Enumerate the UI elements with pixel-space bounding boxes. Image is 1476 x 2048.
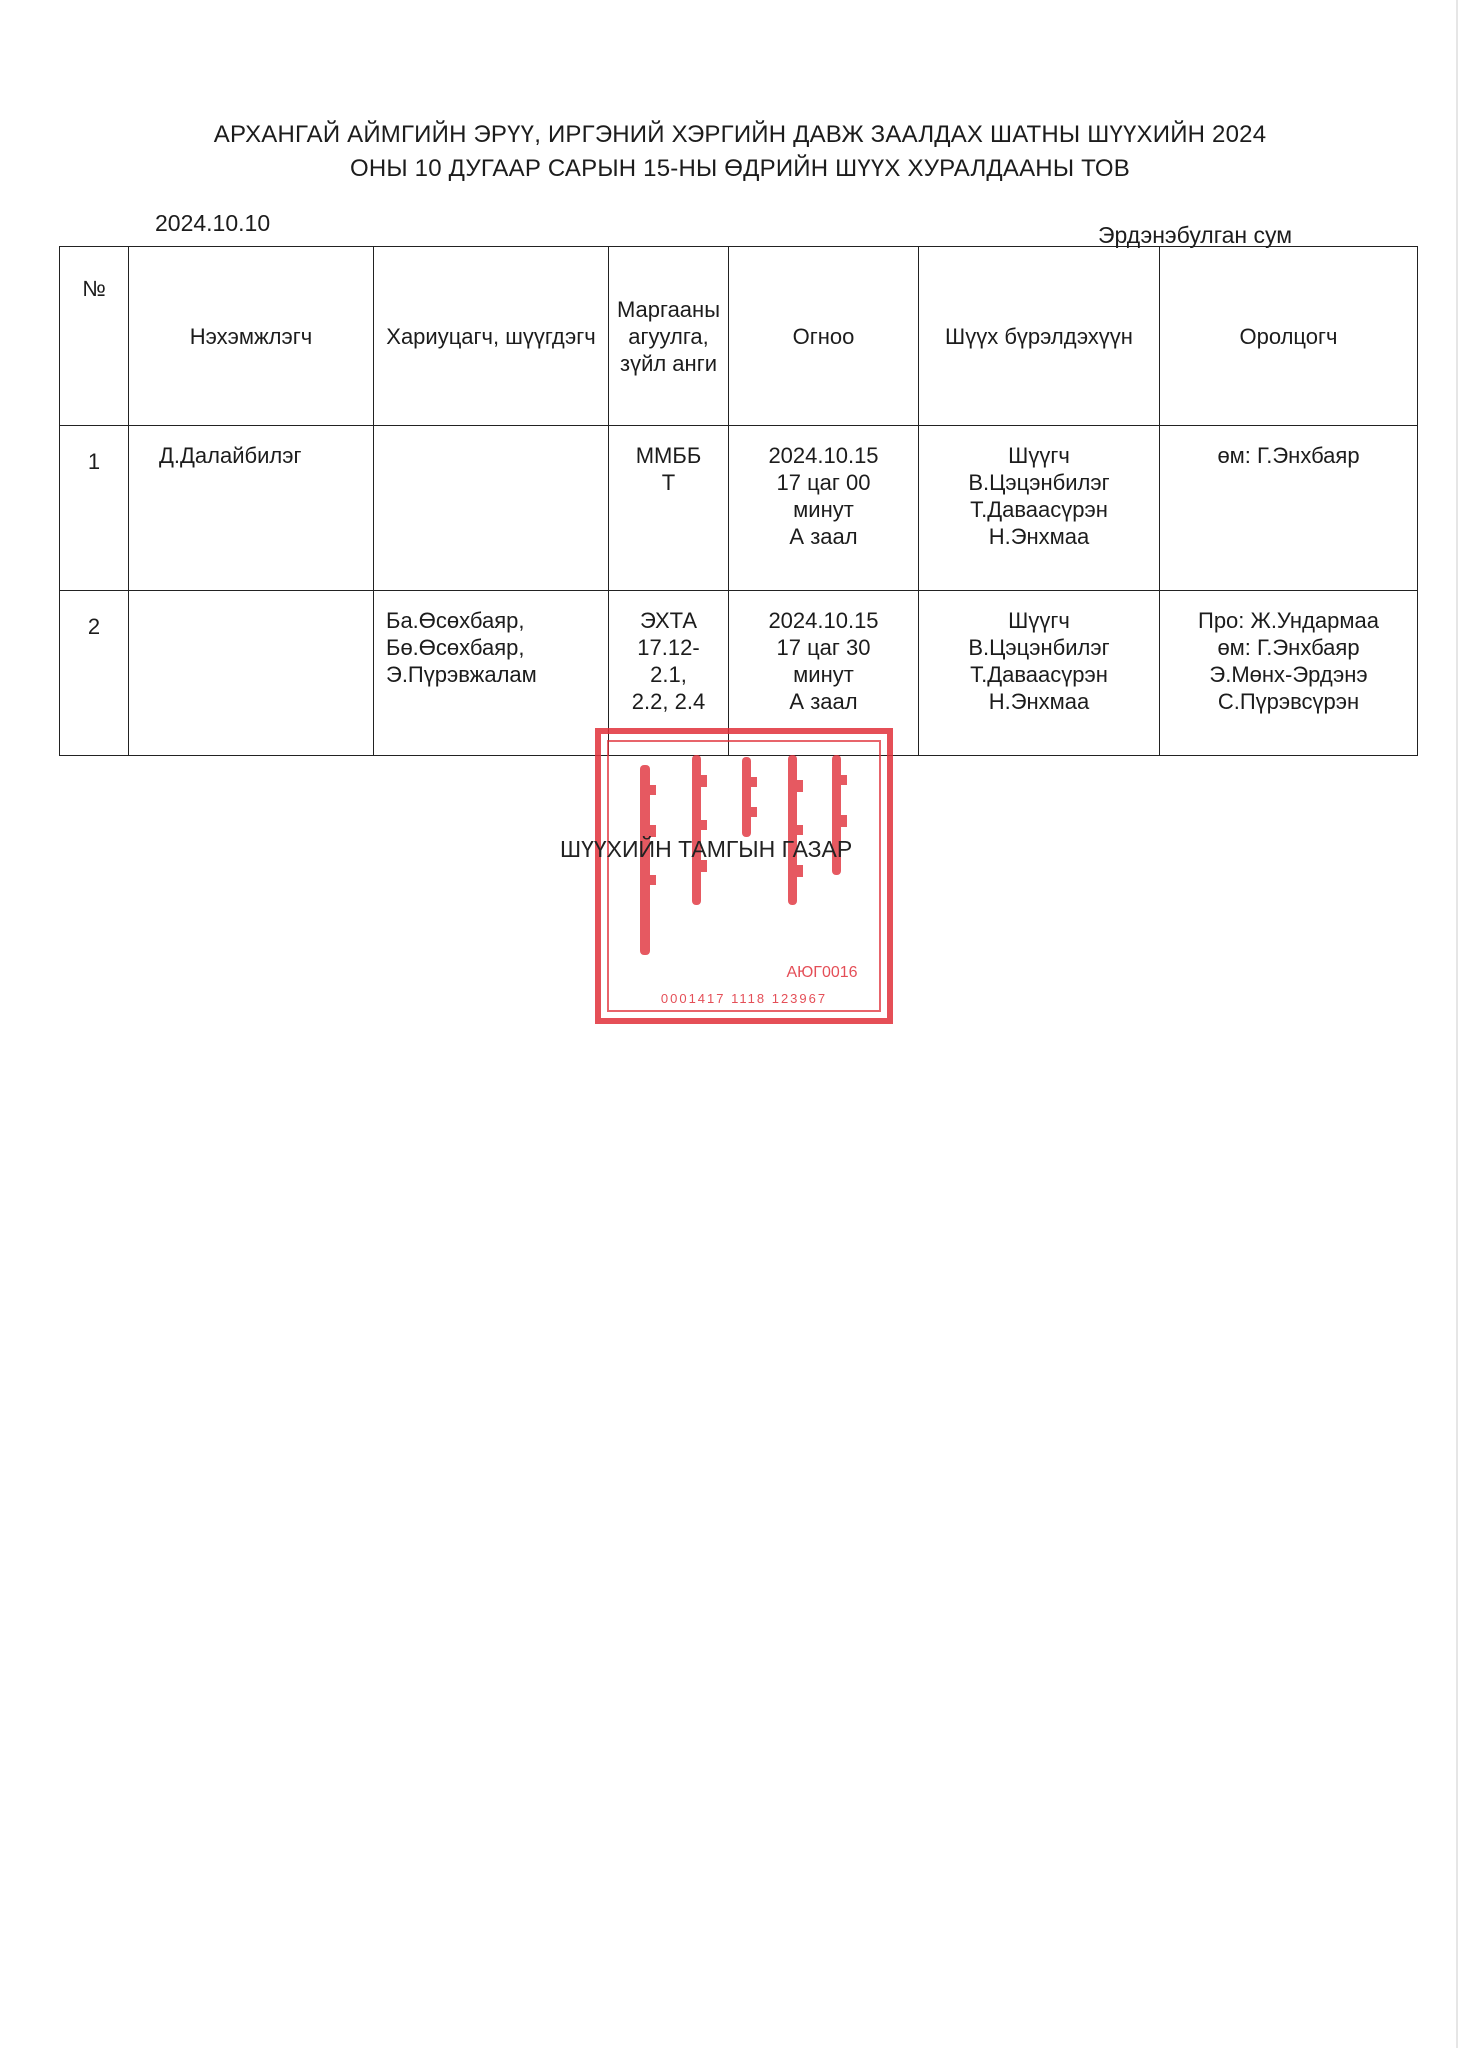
cell-line: 17 цаг 30	[776, 635, 871, 660]
header-plaintiff: Нэхэмжлэгч	[129, 247, 374, 426]
cell-line: Про: Ж.Ундармаа	[1198, 608, 1379, 633]
cell-line: В.Цэцэнбилэг	[968, 635, 1110, 660]
cell-line: Э.Пүрэвжалам	[386, 662, 537, 687]
title-line-1: АРХАНГАЙ АЙМГИЙН ЭРҮҮ, ИРГЭНИЙ ХЭРГИЙН ДАВЖ ЗААЛДАХ ШАТНЫ ШҮҮХИЙН 2024	[213, 121, 1267, 148]
cell-defendant	[374, 591, 609, 756]
schedule-table	[59, 246, 1418, 756]
cell-line: өм: Г.Энхбаяр	[1217, 443, 1360, 468]
cell-line: С.Пүрэвсүрэн	[1217, 689, 1360, 714]
document-place: Эрдэнэбулган сум	[1098, 222, 1293, 248]
header-defendant: Хариуцагч, шүүгдэгч	[374, 247, 609, 426]
cell-line: А заал	[789, 689, 858, 714]
cell-line: Т.Даваасүрэн	[970, 662, 1108, 687]
header-dispute: Маргааны агуулга, зүйл анги	[609, 247, 729, 426]
cell-line: Н.Энхмаа	[988, 689, 1090, 714]
cell-line: Бө.Өсөхбаяр,	[386, 635, 525, 660]
cell-court	[919, 591, 1160, 756]
cell-line: 2024.10.15	[768, 443, 879, 468]
cell-plaintiff	[129, 591, 374, 756]
cell-no: 1	[60, 426, 129, 591]
cell-line: ММББ	[635, 443, 702, 468]
cell-line: А заал	[789, 524, 858, 549]
official-stamp	[592, 725, 896, 1027]
cell-court	[919, 426, 1160, 591]
cell-line: Т.Даваасүрэн	[970, 497, 1108, 522]
table-row	[60, 426, 1418, 591]
cell-line: минут	[793, 662, 854, 687]
header-court: Шүүх бүрэлдэхүүн	[919, 247, 1160, 426]
cell-line: В.Цэцэнбилэг	[968, 470, 1110, 495]
cell-line: 17 цаг 00	[776, 470, 871, 495]
page-edge	[1456, 0, 1458, 2048]
document-title	[140, 118, 1340, 186]
cell-line: Шүүгч	[1008, 608, 1070, 633]
table-header-row	[60, 247, 1418, 426]
cell-dispute	[609, 426, 729, 591]
cell-line: 2.2, 2.4	[631, 689, 706, 714]
court-office-label: ШҮҮХИЙН ТАМГЫН ГАЗАР	[560, 836, 853, 862]
cell-plaintiff: Д.Далайбилэг	[129, 426, 374, 591]
cell-line: Э.Мөнх-Эрдэнэ	[1209, 662, 1368, 687]
header-participants: Оролцогч	[1160, 247, 1418, 426]
header-no: №	[60, 247, 129, 426]
stamp-code: АЮГ0016	[786, 964, 858, 981]
cell-line: Ба.Өсөхбаяр,	[386, 608, 525, 633]
cell-date	[729, 426, 919, 591]
cell-participants	[1160, 591, 1418, 756]
cell-line: 2.1,	[650, 662, 687, 687]
cell-line: 17.12-	[637, 635, 700, 660]
cell-no: 2	[60, 591, 129, 756]
header-date: Огноо	[729, 247, 919, 426]
document-date: 2024.10.10	[155, 210, 271, 236]
cell-line: 2024.10.15	[768, 608, 879, 633]
cell-defendant	[374, 426, 609, 591]
stamp-number: 0001417 1118 123967	[660, 991, 828, 1006]
cell-line: Шүүгч	[1008, 443, 1070, 468]
cell-participants	[1160, 426, 1418, 591]
cell-line: Т	[661, 470, 676, 495]
table-body	[60, 426, 1418, 756]
cell-line: минут	[793, 497, 854, 522]
cell-line: өм: Г.Энхбаяр	[1217, 635, 1360, 660]
title-line-2: ОНЫ 10 ДУГААР САРЫН 15-НЫ ӨДРИЙН ШҮҮХ ХУРАЛДААНЫ ТОВ	[349, 155, 1131, 182]
cell-line: Н.Энхмаа	[988, 524, 1090, 549]
stamp-graphic	[592, 725, 896, 1027]
cell-line: ЭХТА	[639, 608, 698, 633]
